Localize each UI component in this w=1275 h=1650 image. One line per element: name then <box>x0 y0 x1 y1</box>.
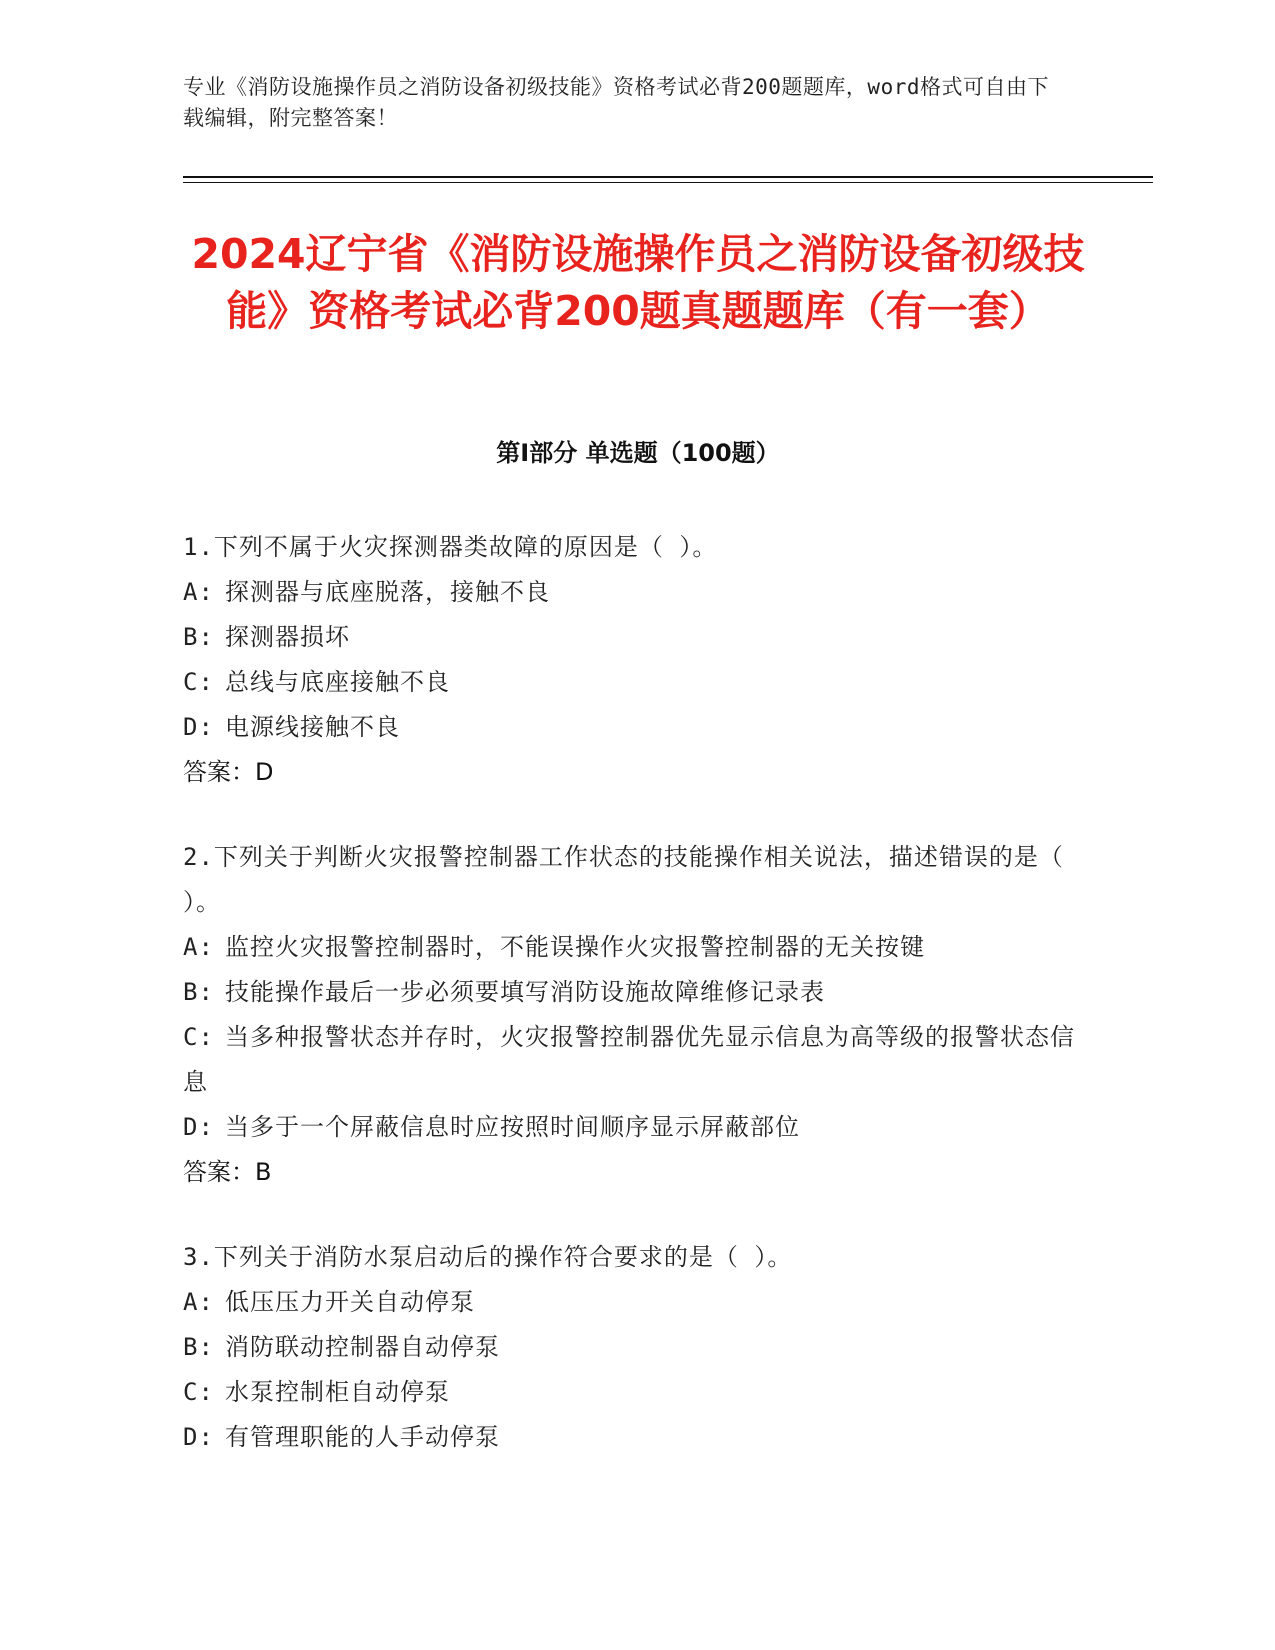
answer-prefix: 答案： <box>183 1158 255 1186</box>
option-key: D: <box>183 1423 214 1451</box>
answer-prefix: 答案： <box>183 758 255 786</box>
option-b <box>183 615 1083 660</box>
option-b <box>183 1325 1083 1370</box>
option-text: 总线与底座接触不良 <box>225 668 450 696</box>
header-divider-thin <box>183 182 1153 183</box>
answer-line <box>183 1150 1083 1195</box>
option-d <box>183 1105 1083 1150</box>
option-text: 消防联动控制器自动停泵 <box>225 1333 500 1361</box>
option-d <box>183 1415 1083 1460</box>
option-text: 当多于一个屏蔽信息时应按照时间顺序显示屏蔽部位 <box>225 1113 800 1141</box>
option-a <box>183 570 1083 615</box>
option-key: D: <box>183 713 214 741</box>
answer-value: D <box>255 758 274 786</box>
question-list <box>183 525 1083 1500</box>
question-item <box>183 1235 1083 1460</box>
section-heading: 第I部分 单选题（100题） <box>496 439 780 467</box>
option-key: A: <box>183 933 214 961</box>
option-text: 有管理职能的人手动停泵 <box>225 1423 500 1451</box>
option-a <box>183 925 1083 970</box>
question-stem: 1.下列不属于火灾探测器类故障的原因是（ ）。 <box>183 533 718 561</box>
option-key: B: <box>183 623 214 651</box>
option-key: A: <box>183 578 214 606</box>
option-c <box>183 660 1083 705</box>
option-text: 低压压力开关自动停泵 <box>225 1288 475 1316</box>
option-key: C: <box>183 1023 214 1051</box>
header-note: 专业《消防设施操作员之消防设备初级技能》资格考试必背200题题库，word格式可自由下载编辑，附完整答案！ <box>183 75 1049 130</box>
question-item <box>183 525 1083 795</box>
option-key: C: <box>183 668 214 696</box>
option-text: 监控火灾报警控制器时，不能误操作火灾报警控制器的无关按键 <box>225 933 925 961</box>
option-c <box>183 1015 1083 1105</box>
option-key: B: <box>183 1333 214 1361</box>
option-text: 电源线接触不良 <box>225 713 400 741</box>
option-key: C: <box>183 1378 214 1406</box>
answer-line <box>183 750 1083 795</box>
question-item <box>183 835 1083 1195</box>
option-text: 水泵控制柜自动停泵 <box>225 1378 450 1406</box>
option-key: D: <box>183 1113 214 1141</box>
option-key: B: <box>183 978 214 1006</box>
option-a <box>183 1280 1083 1325</box>
option-c <box>183 1370 1083 1415</box>
option-text: 探测器与底座脱落，接触不良 <box>225 578 550 606</box>
answer-value: B <box>255 1158 272 1186</box>
question-stem: 3.下列关于消防水泵启动后的操作符合要求的是（ ）。 <box>183 1243 793 1271</box>
question-stem: 2.下列关于判断火灾报警控制器工作状态的技能操作相关说法，描述错误的是（ ）。 <box>183 843 1064 916</box>
option-d <box>183 705 1083 750</box>
option-text: 技能操作最后一步必须要填写消防设施故障维修记录表 <box>225 978 825 1006</box>
option-b <box>183 970 1083 1015</box>
option-key: A: <box>183 1288 214 1316</box>
header-divider-thick <box>183 176 1153 178</box>
option-text: 探测器损坏 <box>225 623 350 651</box>
document-title: 2024辽宁省《消防设施操作员之消防设备初级技能》资格考试必背200题真题题库（有一套） <box>191 230 1085 335</box>
option-text: 当多种报警状态并存时，火灾报警控制器优先显示信息为高等级的报警状态信息 <box>183 1023 1075 1096</box>
